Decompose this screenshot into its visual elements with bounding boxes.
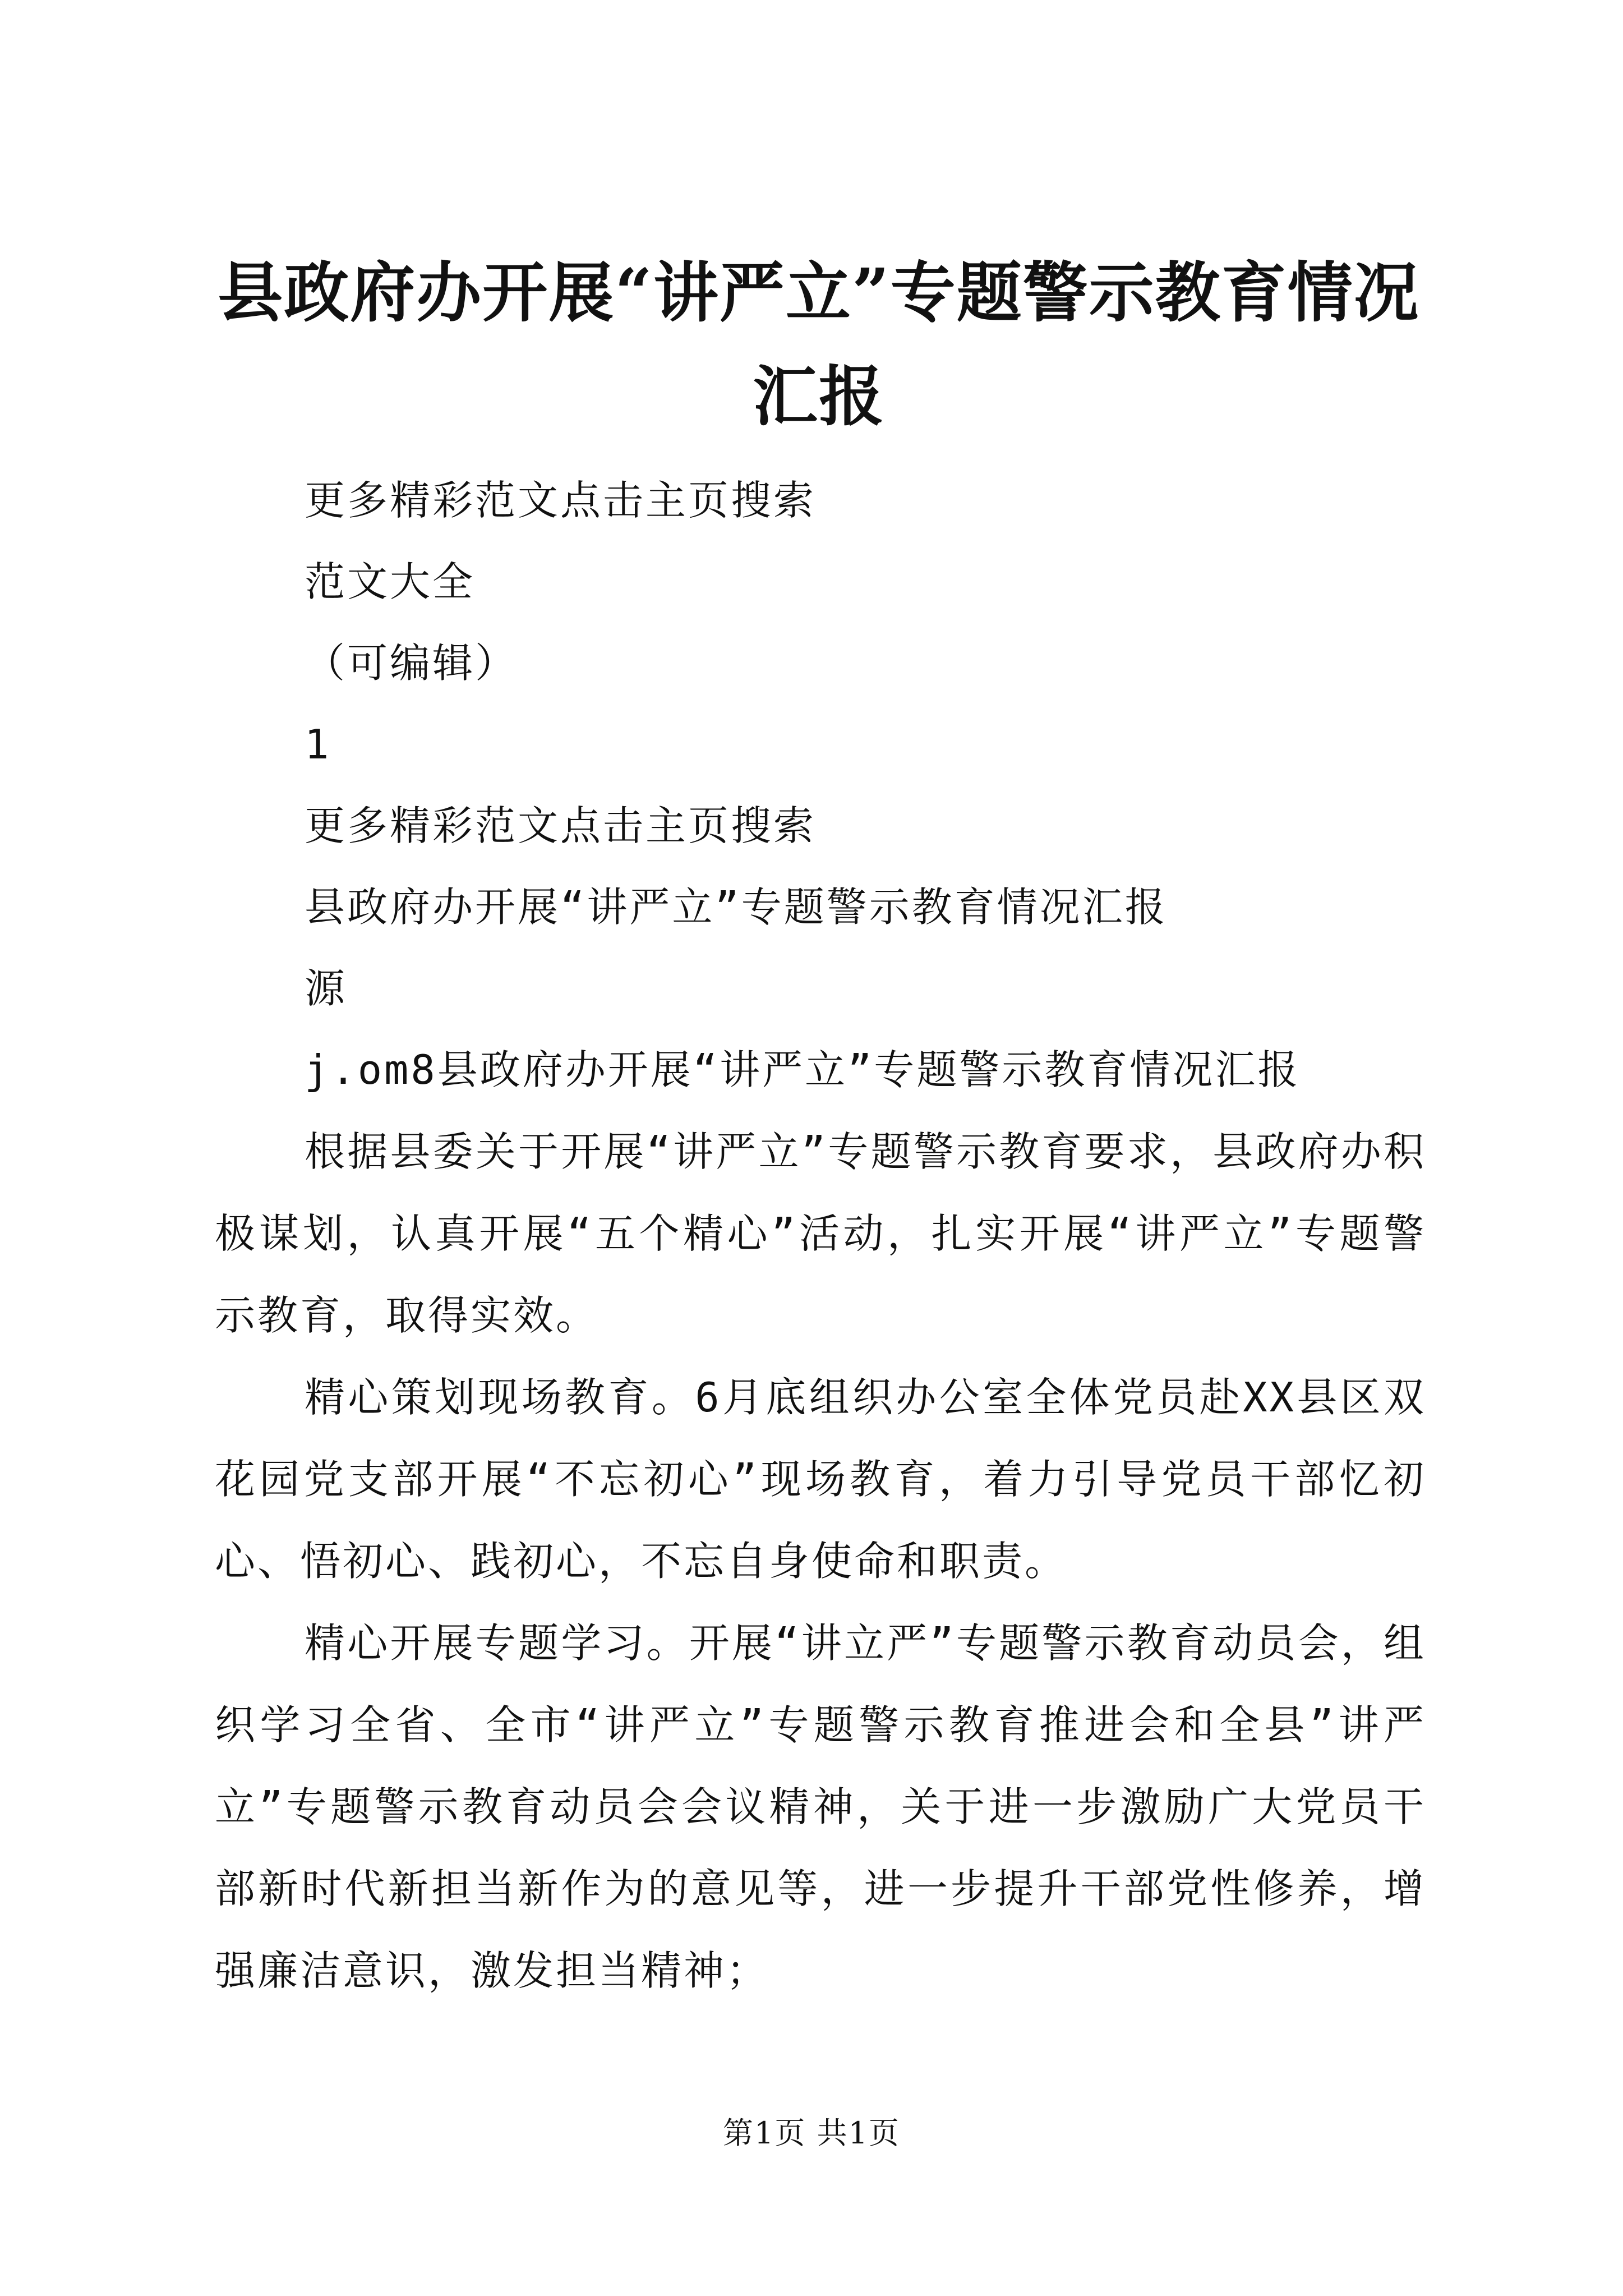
- text-line: 县政府办开展“讲严立”专题警示教育情况汇报: [305, 884, 1168, 931]
- text-line: 源: [305, 965, 348, 1012]
- body-paragraph: 精心开展专题学习。开展“讲立严”专题警示教育动员会，组织学习全省、全市“讲严立”专题警示教育推进会和全县”讲严立”专题警示教育动员会会议精神，关于进一步激励广大党员干部新时代新担当新作为的意见等，进一步提升干部党性修养，增强廉洁意识，激发担当精神；: [215, 1619, 1426, 1994]
- text-line: 更多精彩范文点击主页搜索: [305, 802, 817, 849]
- page-footer: 第1页 共1页: [723, 2115, 900, 2151]
- text-line: （可编辑）: [305, 639, 518, 687]
- body-paragraph: 精心策划现场教育。6月底组织办公室全体党员赴XX县区双花园党支部开展“不忘初心”现场教育，着力引导党员干部忆初心、悟初心、践初心，不忘自身使命和职责。: [215, 1374, 1426, 1585]
- text-line: j.om8县政府办开展“讲严立”专题警示教育情况汇报: [305, 1046, 1301, 1093]
- document-body: [215, 460, 1426, 2012]
- text-line: 范文大全: [305, 558, 476, 605]
- text-line: 1: [305, 721, 331, 768]
- text-line: 更多精彩范文点击主页搜索: [305, 477, 817, 524]
- document-title: 县政府办开展“讲严立”专题警示教育情况汇报: [218, 255, 1420, 435]
- body-paragraph: 根据县委关于开展“讲严立”专题警示教育要求，县政府办积极谋划，认真开展“五个精心”活动，扎实开展“讲严立”专题警示教育，取得实效。: [215, 1128, 1426, 1339]
